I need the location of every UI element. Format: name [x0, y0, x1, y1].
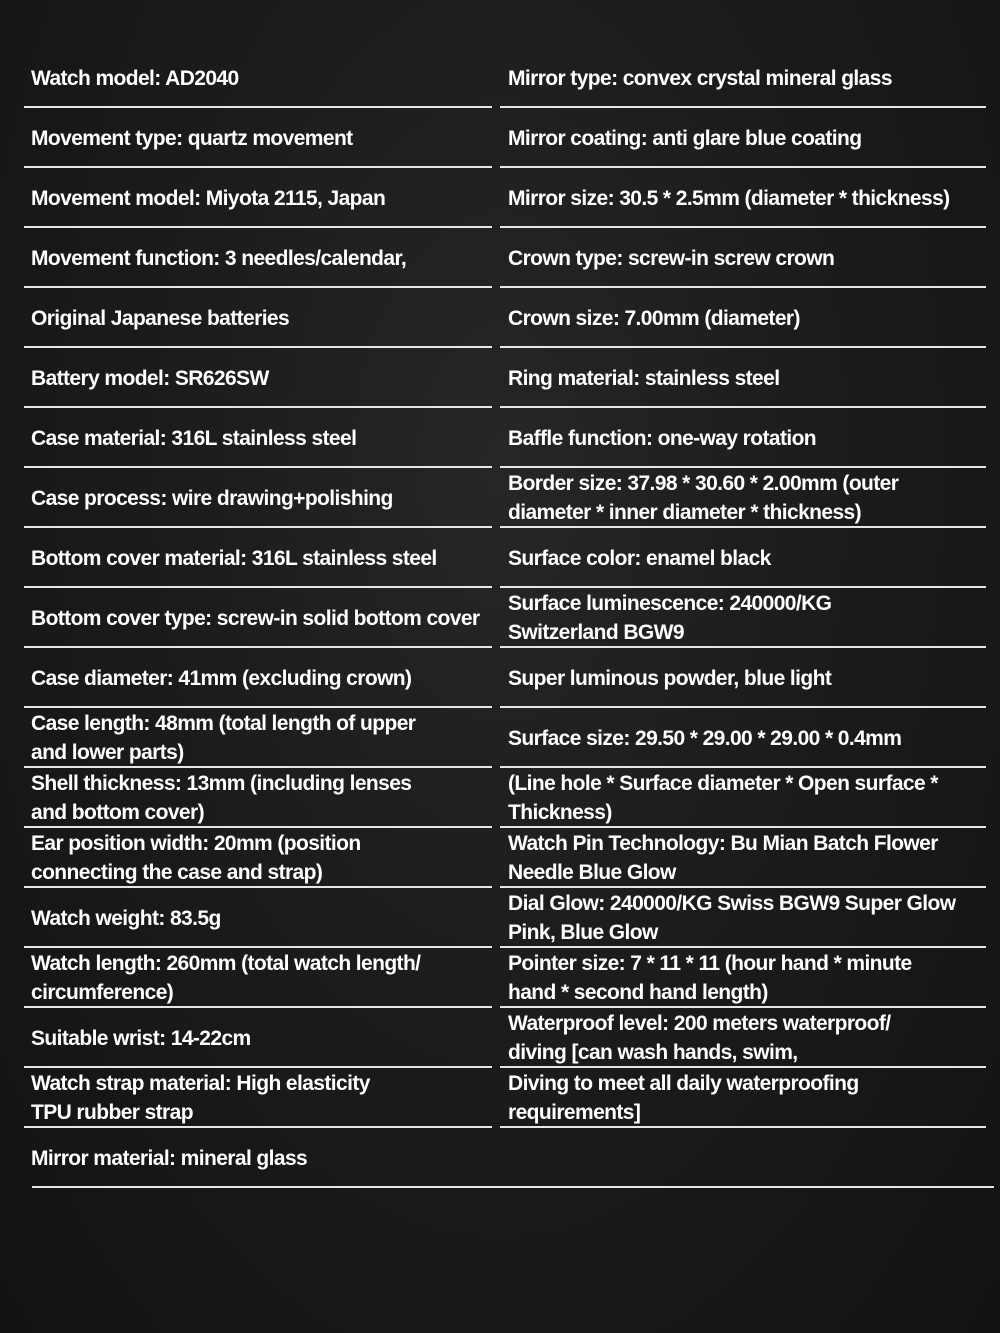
spec-left: Bottom cover material: 316L stainless steel	[31, 546, 437, 570]
spec-right: Diving to meet all daily waterproofing requirements]	[508, 1072, 859, 1124]
spec-left: Case diameter: 41mm (excluding crown)	[31, 666, 412, 690]
spec-left: Case material: 316L stainless steel	[31, 426, 357, 450]
spec-row	[0, 888, 1000, 948]
spec-row	[0, 348, 1000, 408]
spec-left: Case process: wire drawing+polishing	[31, 486, 393, 510]
spec-row	[0, 48, 1000, 108]
spec-right: Border size: 37.98 * 30.60 * 2.00mm (outer diameter * inner diameter * thickness)	[508, 472, 899, 524]
spec-row	[0, 168, 1000, 228]
spec-right: Watch Pin Technology: Bu Mian Batch Flower Needle Blue Glow	[508, 832, 938, 884]
spec-row	[0, 948, 1000, 1008]
spec-right: Mirror type: convex crystal mineral glass	[508, 66, 892, 90]
spec-right: Dial Glow: 240000/KG Swiss BGW9 Super Glow Pink, Blue Glow	[508, 892, 956, 944]
spec-left: Shell thickness: 13mm (including lenses and bottom cover)	[31, 772, 412, 824]
spec-right: (Line hole * Surface diameter * Open surface * Thickness)	[508, 772, 938, 824]
spec-left: Original Japanese batteries	[31, 306, 290, 330]
spec-left: Movement model: Miyota 2115, Japan	[31, 186, 386, 210]
spec-row	[0, 1008, 1000, 1068]
spec-right: Super luminous powder, blue light	[508, 666, 832, 690]
spec-row	[0, 408, 1000, 468]
spec-row	[0, 768, 1000, 828]
spec-row	[0, 1068, 1000, 1128]
spec-right: Surface luminescence: 240000/KG Switzerland BGW9	[508, 592, 832, 644]
spec-left: Suitable wrist: 14-22cm	[31, 1026, 251, 1050]
divider	[32, 1186, 994, 1188]
spec-row	[0, 468, 1000, 528]
spec-right: Pointer size: 7 * 11 * 11 (hour hand * minute hand * second hand length)	[508, 952, 912, 1004]
spec-right: Mirror size: 30.5 * 2.5mm (diameter * thickness)	[508, 186, 950, 210]
spec-right: Crown type: screw-in screw crown	[508, 246, 835, 270]
spec-left: Mirror material: mineral glass	[31, 1146, 308, 1170]
spec-row	[0, 528, 1000, 588]
spec-right: Crown size: 7.00mm (diameter)	[508, 306, 800, 330]
spec-right: Waterproof level: 200 meters waterproof/ diving [can wash hands, swim,	[508, 1012, 891, 1064]
spec-right: Ring material: stainless steel	[508, 366, 780, 390]
spec-row	[0, 708, 1000, 768]
spec-right: Baffle function: one-way rotation	[508, 426, 817, 450]
spec-right	[508, 1128, 978, 1188]
spec-left: Watch strap material: High elasticity TPU rubber strap	[31, 1072, 370, 1124]
spec-right: Surface size: 29.50 * 29.00 * 29.00 * 0.4mm	[508, 726, 902, 750]
spec-left: Movement type: quartz movement	[31, 126, 353, 150]
spec-right: Mirror coating: anti glare blue coating	[508, 126, 862, 150]
spec-left: Watch length: 260mm (total watch length/ circumference)	[31, 952, 421, 1004]
spec-row	[0, 288, 1000, 348]
spec-left: Case length: 48mm (total length of upper and lower parts)	[31, 712, 416, 764]
spec-left: Watch weight: 83.5g	[31, 906, 221, 930]
spec-left: Battery model: SR626SW	[31, 366, 269, 390]
spec-left: Watch model: AD2040	[31, 66, 239, 90]
spec-row	[0, 588, 1000, 648]
spec-left: Bottom cover type: screw-in solid bottom cover	[31, 606, 480, 630]
spec-row	[0, 648, 1000, 708]
spec-left: Movement function: 3 needles/calendar,	[31, 246, 407, 270]
spec-row	[0, 108, 1000, 168]
spec-left: Ear position width: 20mm (position connecting the case and strap)	[31, 832, 361, 884]
spec-row	[0, 228, 1000, 288]
spec-right: Surface color: enamel black	[508, 546, 771, 570]
spec-row	[0, 828, 1000, 888]
spec-sheet	[0, 48, 1000, 1188]
spec-row	[0, 1128, 1000, 1188]
